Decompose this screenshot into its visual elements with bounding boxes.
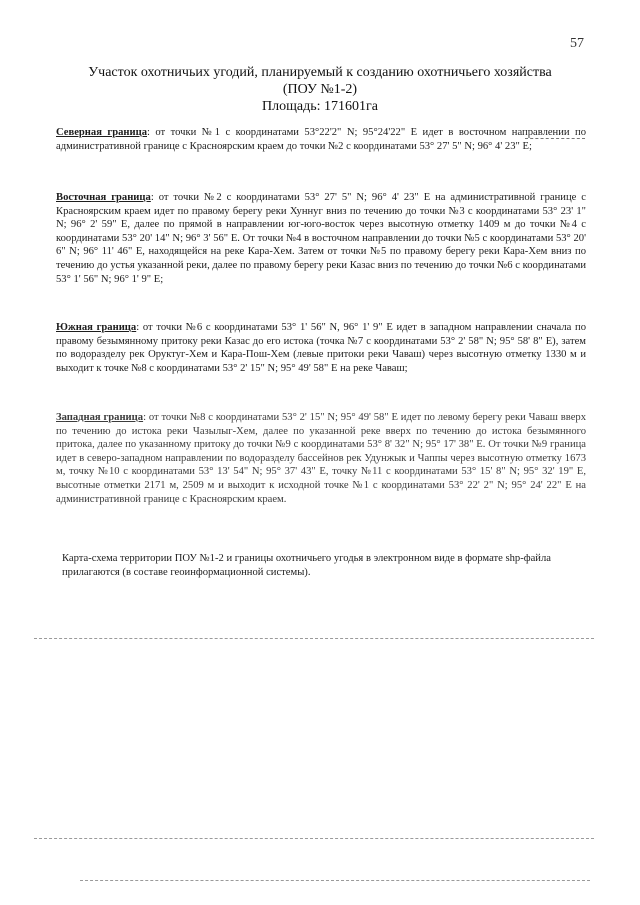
title-line-3: Площадь: 171601га: [262, 99, 378, 114]
section-south-boundary: [56, 321, 586, 375]
page-number: 57: [570, 36, 584, 51]
section-text-south: : от точки №6 с координатами 53° 1' 56" N, 96° 1' 9" E идет в западном направлении сначала по правому безымянному притоку реки Казас до его истока (точка №7 с координатами 53° 2' 58" N; 95° 58' 8" E), затем по водоразделу рек Оруктуг-Хем и Кара-Пош-Хем (левые притоки реки Чаваш) через высотную отметку 1330 м и выходит к точке №8 с координатами 53° 2' 15" N; 95° 49' 58" E на реке Чаваш;: [56, 322, 586, 374]
title-line-2: (ПОУ №1-2): [282, 82, 358, 97]
section-heading-east: Восточная граница: [56, 192, 151, 203]
section-heading-south: Южная граница: [56, 322, 137, 333]
scan-artifact-line: [525, 138, 585, 139]
section-west-boundary: [56, 411, 586, 506]
scan-artifact-line: [34, 638, 594, 639]
scan-artifact-line: [34, 838, 594, 839]
document-title: [40, 64, 600, 115]
attachment-note: Карта-схема территории ПОУ №1-2 и границы охотничьего угодья в электронном виде в формате shp-файла прилагаются (в составе геоинформационной системы).: [62, 553, 551, 578]
section-text-north: : от точки №1 с координатами 53°22'2" N; 95°24'22" E идет в восточном направлении по административной границе с Красноярским краем до точки №2 с координатами 53° 27' 5" N; 96° 4' 23" E;: [56, 127, 586, 152]
section-heading-west: Западная граница: [56, 412, 144, 423]
section-east-boundary: [56, 191, 586, 286]
section-text-east: : от точки №2 с координатами 53° 27' 5" N; 96° 4' 23" E на административной границе с Красноярским краем идет по правому берегу реки Хуннуг вниз по течению до точки №3 с координатами 53° 23' 1" N; 96° 2' 59" E, далее по прямой в направлении юг-юго-восток через высотную отметку 1409 м до точки №4 с координатами 53° 20' 14" N; 96° 3' 56" E. От точки №4 в восточном направлении до точки №5 с координатами 53° 20' 6" N; 96° 11' 46" E, находящейся на реке Кара-Хем. Затем от точки №5 по правому берегу реки Кара-Хем вниз по течению до устья указанной реки, далее по правому берегу реки Казас вниз по течению до точки №6 с координатами 53° 1' 56" N; 96° 1' 9" E;: [56, 192, 586, 285]
scan-artifact-line: [80, 880, 590, 881]
section-text-west: : от точки №8 с координатами 53° 2' 15" N; 95° 49' 58" E идет по левому берегу реки Чаваш вверх по течению до истока реки Чазылыг-Хем, далее по указанной реке вверх по течению до истока безымянного притока, далее по указанному притоку до точки №9 с координатами 53° 8' 32" N; 95° 17' 38" E. От точки №9 граница идет в северо-западном направлении по водоразделу бассейнов рек Удунжык и Чаппы через высотную отметку 1673 м, точку №10 с координатами 53° 13' 54" N; 95° 37' 43" E, точку №11 с координатами 53° 15' 8" N; 95° 32' 19" E, высотные отметки 2171 м, 2509 м и выходит к исходной точке №1 с координатами 53° 22' 2" N; 95° 24' 22" E на административной границе с Красноярским краем.: [56, 412, 586, 505]
section-north-boundary: [56, 126, 586, 153]
section-heading-north: Северная граница: [56, 127, 147, 138]
title-line-1: Участок охотничьих угодий, планируемый к созданию охотничьего хозяйства: [88, 65, 552, 80]
